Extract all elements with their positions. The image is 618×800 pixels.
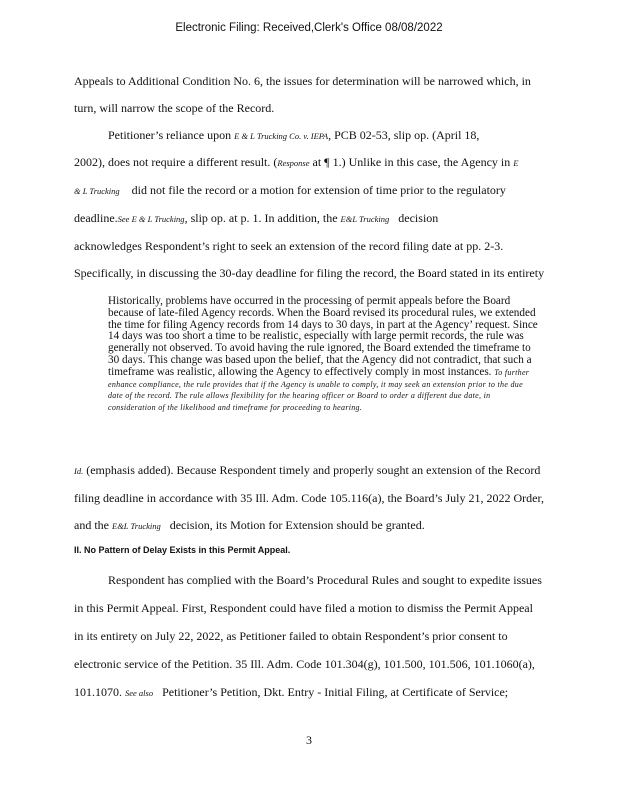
text-run: , slip op. at p. 1. In addition, the [184, 211, 338, 225]
case-citation: E [513, 158, 519, 168]
text-run: Petitioner’s Petition, Dkt. Entry - Initial Filing, at Certificate of Service; [162, 685, 509, 699]
paragraph-line [74, 211, 438, 226]
paragraph-line: electronic service of the Petition. 35 Ill. Adm. Code 101.304(g), 101.500, 101.506, 101.1060(a), [74, 657, 535, 671]
text-run: decision [398, 211, 439, 225]
filing-stamp-header: Electronic Filing: Received,Clerk's Office 08/08/2022 [175, 22, 443, 34]
block-quote [108, 296, 538, 414]
paragraph-line: in its entirety on July 22, 2022, as Petitioner failed to obtain Respondent’s prior consent to [74, 629, 508, 643]
section-heading: II. No Pattern of Delay Exists in this Permit Appeal. [74, 545, 291, 555]
paragraph-line: acknowledges Respondent’s right to seek an extension of the record filing date at pp. 2-3. [74, 239, 504, 253]
case-citation: E & L Trucking Co. v. IEPA [234, 131, 329, 141]
paragraph-line: Respondent has complied with the Board’s Procedural Rules and sought to expedite issues [108, 573, 542, 587]
case-citation: E&L Trucking [340, 214, 390, 224]
text-run: deadline. [74, 211, 118, 225]
paragraph-line: turn, will narrow the scope of the Record. [74, 101, 275, 115]
case-citation: E&L Trucking [112, 521, 161, 531]
paragraph-line [74, 155, 518, 170]
paragraph-line [74, 685, 508, 700]
paragraph-line [108, 128, 479, 143]
text-run: , PCB 02-53, slip op. (April 18, [328, 128, 480, 142]
page-number: 3 [306, 733, 312, 747]
text-run: at ¶ 1.) Unlike in this case, the Agency in [309, 155, 511, 169]
paragraph-line: Appeals to Additional Condition No. 6, the issues for determination will be narrowed which, in [74, 74, 531, 88]
text-run: (emphasis added). Because Respondent timely and properly sought an extension of the Record [83, 463, 541, 477]
italic-run: Response [277, 158, 310, 168]
case-citation: & L Trucking [74, 186, 120, 196]
paragraph-line: filing deadline in accordance with 35 Ill. Adm. Code 105.116(a), the Board’s July 21, 2022 Order, [74, 491, 544, 505]
italic-run: See also [125, 688, 154, 698]
text-run: did not file the record or a motion for extension of time prior to the regulatory [131, 183, 506, 197]
text-run: decision, its Motion for Extension should be granted. [169, 518, 425, 532]
block-quote-emphasis: To further enhance compliance, the rule provides that if the Agency is unable to comply, it may seek an extension prior to the due date of the record. The rule allows flexibility for the hearing officer or Board to order a different due date, in consideration of the likelihood and timeframe for proceeding to hearing. [108, 367, 530, 413]
paragraph-line: in this Permit Appeal. First, Respondent could have filed a motion to dismiss the Permit Appeal [74, 601, 533, 615]
paragraph-line [74, 183, 506, 198]
text-run: 2002), does not require a different result. ( [74, 155, 278, 169]
text-run: and the [74, 518, 109, 532]
text-run: Petitioner’s reliance upon [108, 128, 232, 142]
text-run: 101.1070. [74, 685, 122, 699]
italic-run: Id. [74, 466, 84, 476]
paragraph-line [74, 518, 425, 533]
paragraph-line: Specifically, in discussing the 30-day deadline for filing the record, the Board stated in its entirety [74, 266, 545, 280]
paragraph-line [74, 463, 540, 478]
case-citation: See E & L Trucking [117, 214, 185, 224]
block-quote-text: Historically, problems have occurred in the processing of permit appeals before the Board because of late-filed Agency records. When the Board revised its procedural rules, we extended the time for filing Agency records from 14 days to 30 days, in part at the Agency’ request. Since 14 days was too short a time to be realistic, especially with large permit records, the rule was generally not observed. To avoid having the rule ignored, the Board extended the timeframe to 30 days. This change was based upon the belief, that the Agency did not contradict, that such a timeframe was realistic, allowing the Agency to effectively comply in most instances. [108, 295, 538, 378]
